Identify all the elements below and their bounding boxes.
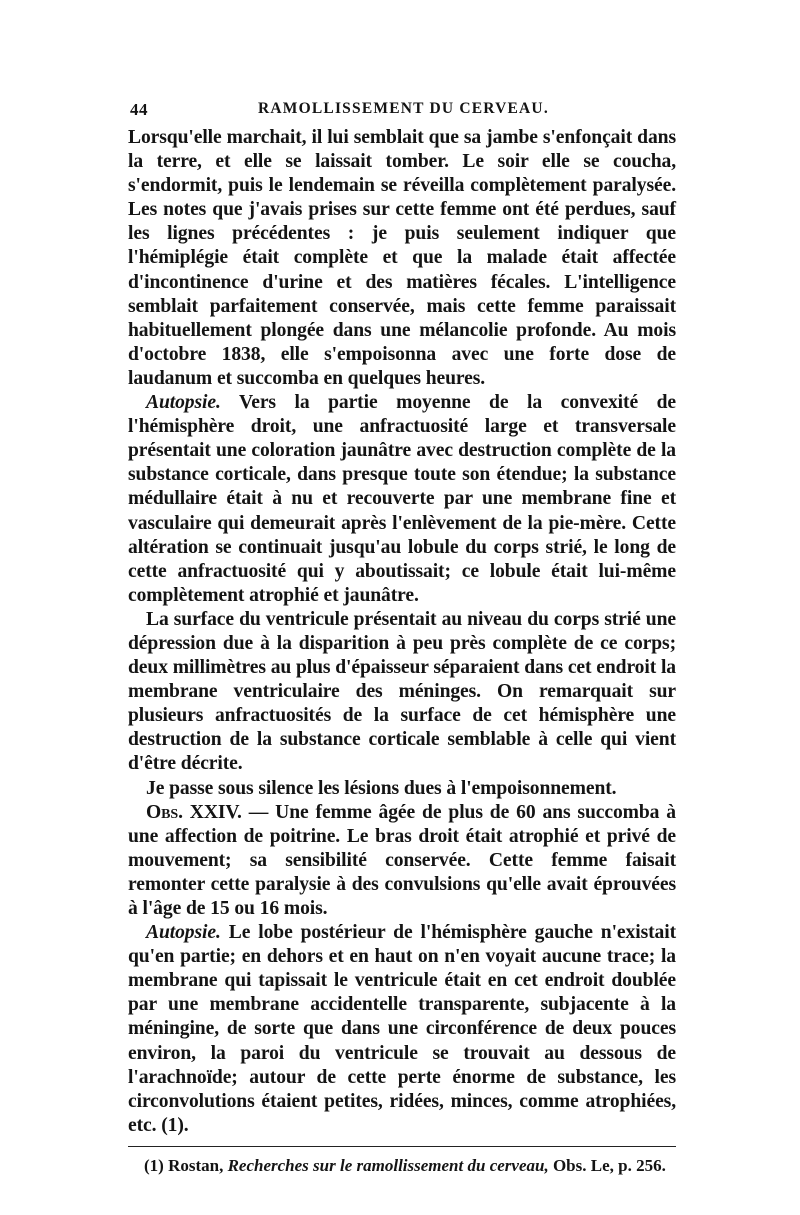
book-page bbox=[116, 96, 676, 1177]
paragraph bbox=[128, 126, 676, 391]
page-number: 44 bbox=[130, 100, 148, 119]
footnote-marker: (1) Rostan, bbox=[144, 1155, 224, 1175]
paragraph-text: Le lobe postérieur de l'hémisphère gauche n'existait qu'en partie; en dehors et en haut on n'en voyait aucune trace; la membrane qui tapissait le ventricule était en cet endroit doublée par une membrane accidentelle transparente, subjacente à la méningine, de sorte que dans une circonférence de deux pouces environ, la paroi du ventricule se trouvait au dessous de l'arachnoïde; autour de cette perte énorme de substance, les circonvolutions étaient petites, ridées, minces, comme atrophiées, etc. (1). bbox=[128, 922, 676, 1136]
paragraph bbox=[128, 391, 676, 608]
paragraph bbox=[128, 921, 676, 1138]
observation-lead: Obs. XXIV. bbox=[146, 801, 242, 823]
running-head: RAMOLLISSEMENT DU CERVEAU. bbox=[258, 100, 549, 117]
footnote-title: Recherches sur le ramollissement du cerveau, bbox=[223, 1155, 549, 1175]
body-text bbox=[116, 126, 676, 1138]
section-lead: Autopsie. bbox=[146, 392, 221, 414]
footnote-divider bbox=[128, 1146, 676, 1147]
paragraph bbox=[128, 608, 676, 777]
paragraph-text: La surface du ventricule présentait au niveau du corps strié une dépression due à la disparition à peu près complète de ce corps; deux millimètres au plus d'épaisseur séparaient dans cet endroit la membrane ventriculaire des méninges. On remarquait sur plusieurs anfractuosités de la surface de cet hémisphère une destruction de la substance corticale semblable à celle qui vient d'être décrite. bbox=[128, 608, 676, 775]
page-header bbox=[116, 96, 676, 126]
footnote-rest: Obs. Le, p. 256. bbox=[548, 1155, 666, 1175]
footnote bbox=[116, 1155, 676, 1177]
paragraph bbox=[128, 801, 676, 921]
paragraph-text: Lorsqu'elle marchait, il lui semblait que sa jambe s'enfonçait dans la terre, et elle se laissait tomber. Le soir elle se coucha, s'endormit, puis le lendemain se réveilla complètement paralysée. Les notes que j'avais prises sur cette femme ont été perdues, sauf les lignes précédentes : je puis seulement indiquer que l'hémiplégie était complète et que la malade était affectée d'incontinence d'urine et des matières fécales. L'intelligence semblait parfaitement conservée, mais cette femme paraissait habituellement plongée dans une mélancolie profonde. Au mois d'octobre 1838, elle s'empoisonna avec une forte dose de laudanum et succomba en quelques heures. bbox=[128, 127, 676, 389]
paragraph-text: — Une femme âgée de plus de 60 ans succomba à une affection de poitrine. Le bras droit était atrophié et privé de mouvement; sa sensibilité conservée. Cette femme faisait remonter cette paralysie à des convulsions qu'elle avait éprouvées à l'âge de 15 ou 16 mois. bbox=[128, 801, 676, 919]
paragraph-text: Vers la partie moyenne de la convexité de l'hémisphère droit, une anfractuosité large et transversale présentait une coloration jaunâtre avec destruction complète de la substance corticale, dans presque toute son étendue; la substance médullaire était à nu et recouverte par une membrane fine et vasculaire qui demeurait après l'enlèvement de la pie-mère. Cette altération se continuait jusqu'au lobule du corps strié, le long de cette anfractuosité qui y aboutissait; ce lobule était lui-même complètement atrophié et jaunâtre. bbox=[128, 392, 676, 606]
paragraph-text: Je passe sous silence les lésions dues à l'empoisonnement. bbox=[146, 777, 617, 799]
section-lead: Autopsie. bbox=[146, 922, 221, 944]
footnote-text bbox=[128, 1155, 676, 1177]
paragraph bbox=[128, 777, 676, 801]
